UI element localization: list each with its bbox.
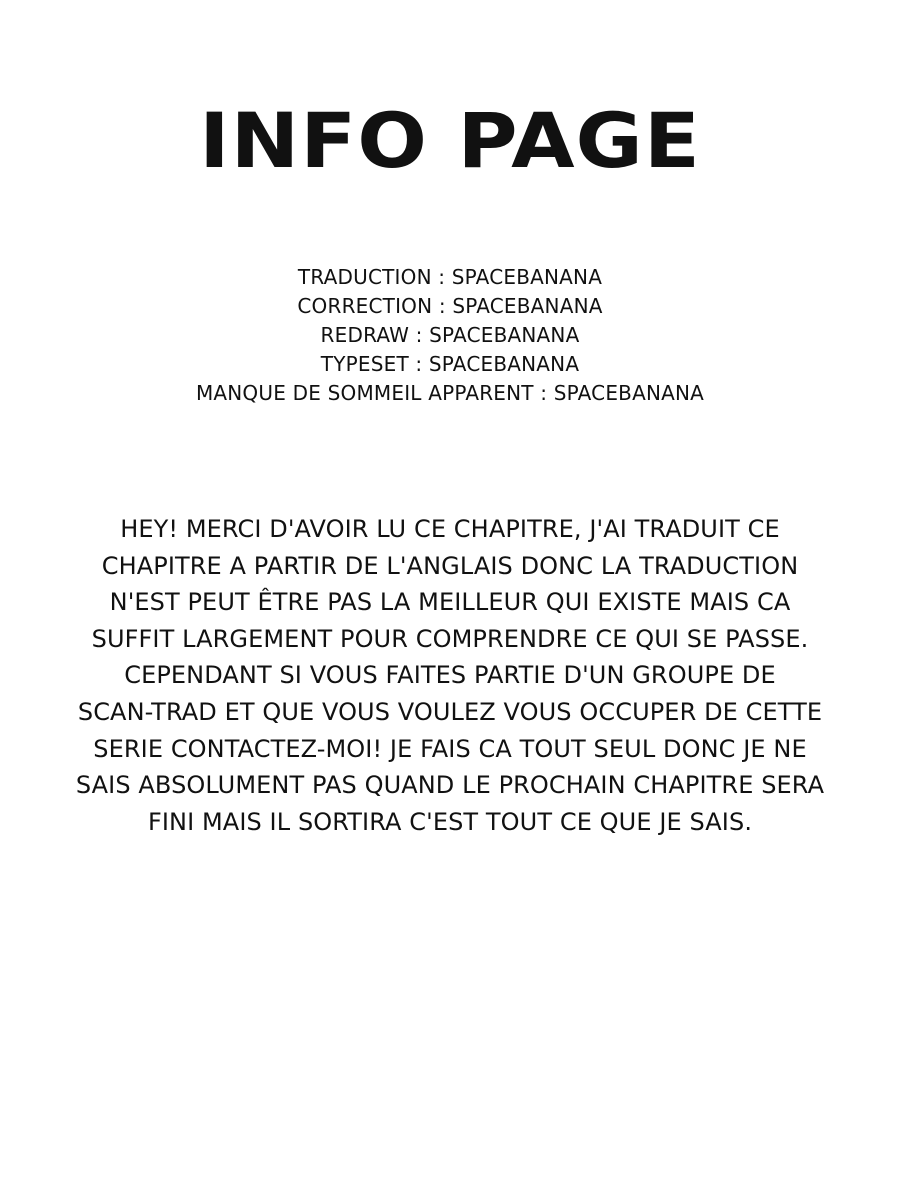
message-line: FINI MAIS IL SORTIRA C'EST TOUT CE QUE JE SAIS. [147,807,753,836]
message-line: SCAN-TRAD ET QUE VOUS VOULEZ VOUS OCCUPER DE CETTE [77,697,823,726]
message-line: SERIE CONTACTEZ-MOI! JE FAIS CA TOUT SEUL DONC JE NE [93,734,807,763]
translator-message [0,511,900,840]
credits-list [0,263,900,408]
message-line: SAIS ABSOLUMENT PAS QUAND LE PROCHAIN CHAPITRE SERA [75,771,825,800]
credit-manque-de-sommeil: MANQUE DE SOMMEIL APPARENT : SPACEBANANA [195,381,705,405]
message-line: SUFFIT LARGEMENT POUR COMPRENDRE CE QUI SE PASSE. [91,624,809,653]
credit-typeset: TYPESET : SPACEBANANA [320,352,580,376]
credit-redraw: REDRAW : SPACEBANANA [320,323,580,347]
message-line: N'EST PEUT ÊTRE PAS LA MEILLEUR QUI EXISTE MAIS CA [109,588,791,617]
message-line: HEY! MERCI D'AVOIR LU CE CHAPITRE, J'AI TRADUIT CE [120,515,780,543]
credit-traduction: TRADUCTION : SPACEBANANA [297,265,603,289]
message-line: CHAPITRE A PARTIR DE L'ANGLAIS DONC LA TRADUCTION [101,551,799,580]
page-title: INFO PAGE [199,97,701,186]
message-line: CEPENDANT SI VOUS FAITES PARTIE D'UN GROUPE DE [124,661,776,690]
credit-correction: CORRECTION : SPACEBANANA [297,294,603,318]
